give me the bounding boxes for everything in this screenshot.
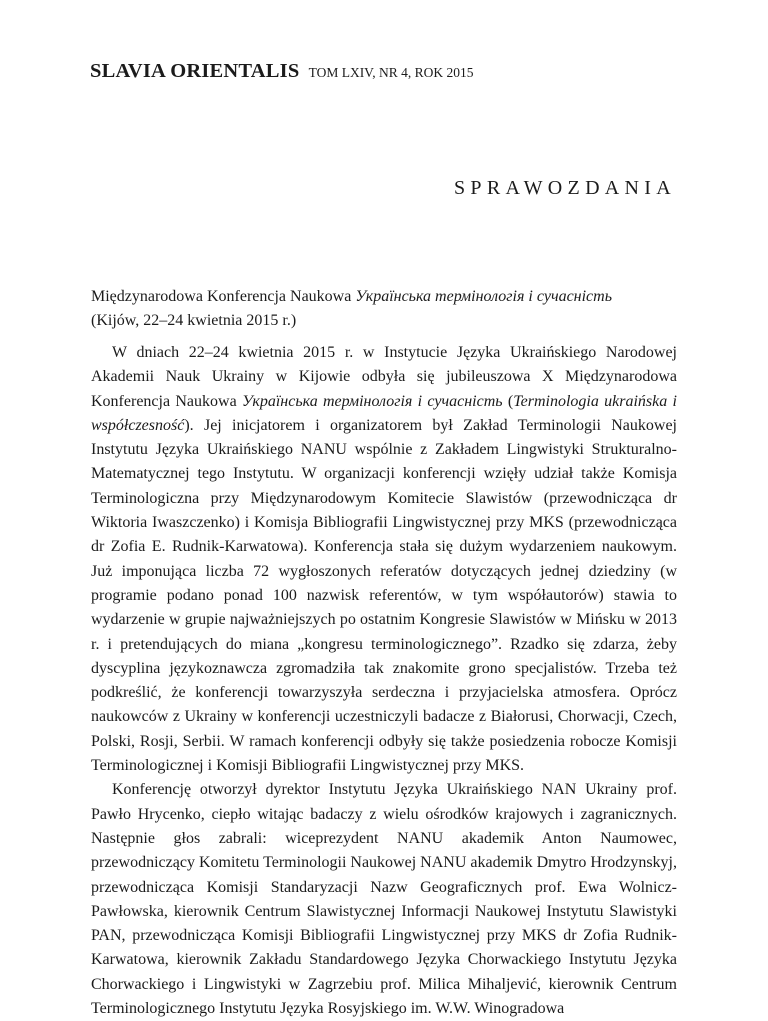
journal-name: SLAVIA ORIENTALIS (90, 60, 300, 82)
article-title-prefix: Międzynarodowa Konferencja Naukowa (91, 288, 356, 305)
paragraph-1-part-a: W dniach 22–24 kwietnia 2015 r. w Instytucie Języka Ukraińskiego Narodowej Akademii Nauk Ukrainy w Kijowie odbyła się jubileuszowa X Międzynarodowa Konferencja Naukowa (91, 344, 677, 410)
body-text (91, 341, 677, 1021)
issue-info: TOM LXIV, NR 4, ROK 2015 (308, 65, 474, 80)
article-title (91, 285, 681, 333)
section-title: SPRAWOZDANIA (454, 177, 676, 199)
paragraph-1-translated-name: Terminologia ukraińska i współczesność (91, 392, 677, 434)
paragraph-1 (91, 341, 677, 778)
paragraph-1-conference-name: Українська термінологія і сучасність (241, 392, 503, 410)
article-title-italic: Українська термінологія і сучасність (355, 288, 612, 305)
paragraph-1-part-c: ( (502, 392, 514, 410)
article-title-suffix: (Kijów, 22–24 kwietnia 2015 r.) (91, 312, 297, 329)
journal-header (90, 60, 473, 83)
paragraph-1-part-e: ). Jej inicjatorem i organizatorem był Zakład Terminologii Naukowej Instytutu Języka Ukraińskiego NANU wspólnie z Zakładem Lingwistyki Strukturalno-Matematycznej tego Instytutu. W organizacji konferencji wzięły udział także Komisja Terminologiczna przy Międzynarodowym Komitecie Slawistów (przewodnicząca dr Wiktoria Iwaszczenko) i Komisja Bibliografii Lingwistycznej przy MKS (przewodnicząca dr Zofia E. Rudnik-Karwatowa). Konferencja stała się dużym wydarzeniem naukowym. Już imponująca liczba 72 wygłoszonych referatów dotyczących jednej dziedziny (w programie podano ponad 100 nazwisk referentów, w tym współautorów) stawia to wydarzenie w grupie najważniejszych po ostatnim Kongresie Slawistów w Mińsku w 2013 r. i pretendujących do miana „kongresu terminologicznego”. Rzadko się zdarza, żeby dyscyplina językoznawcza zgromadziła tak znakomite grono specjalistów. Trzeba też podkreślić, że konferencji towarzyszyła serdeczna i przyjacielska atmosfera. Oprócz naukowców z Ukrainy w konferencji uczestniczyli badacze z Białorusi, Chorwacji, Czech, Polski, Rosji, Serbii. W ramach konferencji odbyły się także posiedzenia robocze Komisji Terminologicznej i Komisji Bibliografii Lingwistycznej przy MKS. (91, 416, 677, 775)
paragraph-2: Konferencję otworzył dyrektor Instytutu Języka Ukraińskiego NAN Ukrainy prof. Pawło Hrycenko, ciepło witając badaczy z wielu ośrodków krajowych i zagranicznych. Następnie głos zabrali: wiceprezydent NANU akademik Anton Naumowec, przewodniczący Komitetu Terminologii Naukowej NANU akademik Dmytro Hrodzynskyj, przewodnicząca Komisji Standaryzacji Nazw Geograficznych prof. Ewa Wolnicz-Pawłowska, kierownik Centrum Slawistycznej Informacji Naukowej Instytutu Slawistyki PAN, przewodnicząca Komisji Bibliografii Lingwistycznej przy MKS dr Zofia Rudnik-Karwatowa, kierownik Zakładu Standardowego Języka Chorwackiego Instytutu Języka Chorwackiego i Lingwistyki w Zagrzebiu prof. Milica Mihaljević, kierownik Centrum Terminologicznego Instytutu Języka Rosyjskiego im. W.W. Winogradowa (91, 781, 677, 1018)
